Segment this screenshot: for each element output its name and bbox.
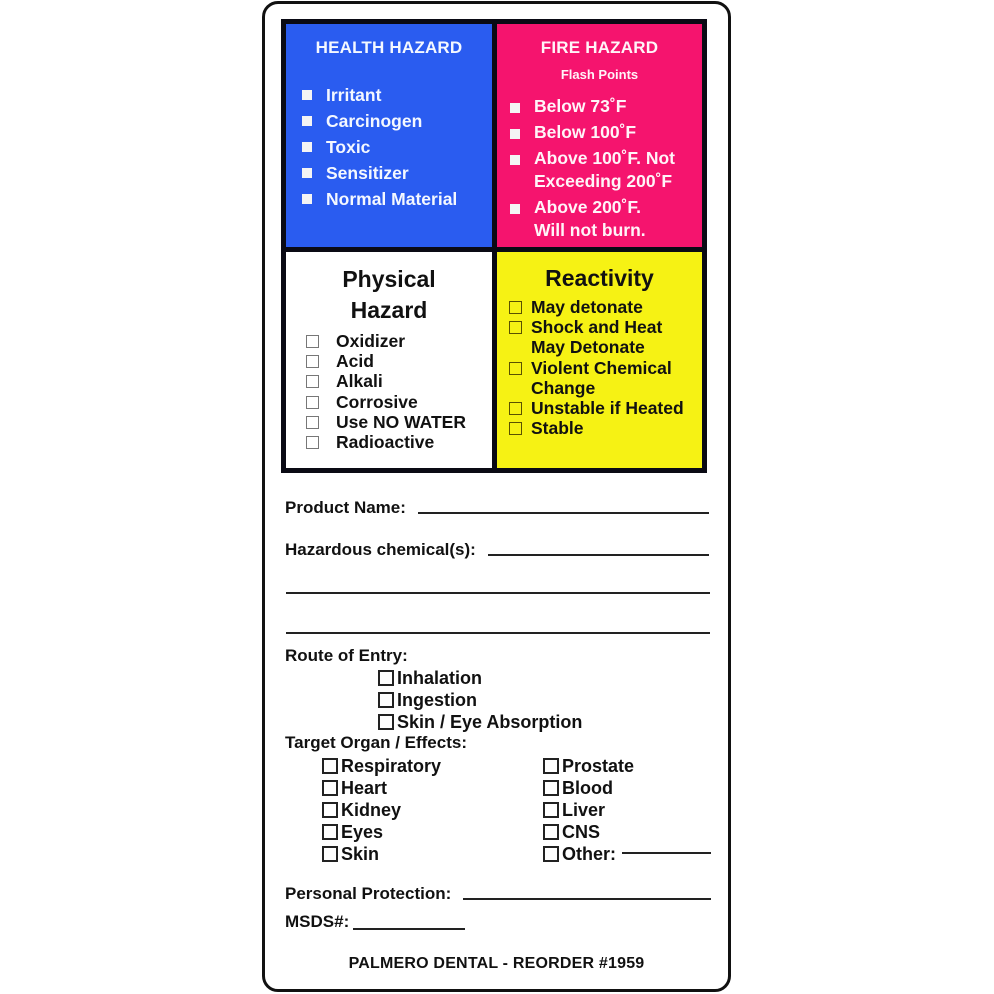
checkbox-icon[interactable] (509, 422, 522, 435)
target-organ-label: Target Organ / Effects: (285, 733, 467, 752)
route-option-inhalation[interactable]: Inhalation (378, 667, 482, 689)
checkbox-icon[interactable] (378, 670, 394, 686)
hazardous-chemicals-field[interactable]: Hazardous chemical(s): (285, 540, 709, 560)
checkbox-icon[interactable] (509, 301, 522, 314)
reactivity-panel (497, 252, 702, 468)
personal-protection-field[interactable]: Personal Protection: (285, 884, 711, 904)
checkbox-square-icon[interactable] (510, 155, 520, 165)
health-option-normal-material[interactable]: Normal Material (302, 186, 492, 212)
product-name-input-line[interactable] (418, 512, 709, 514)
product-name-field[interactable]: Product Name: (285, 498, 709, 518)
organ-option-prostate[interactable]: Prostate (543, 755, 634, 777)
checkbox-icon[interactable] (509, 321, 522, 334)
organ-option-other[interactable]: Other: (543, 843, 711, 865)
checkbox-square-icon[interactable] (302, 168, 312, 178)
checkbox-icon[interactable] (322, 824, 338, 840)
checkbox-icon[interactable] (306, 335, 319, 348)
fire-option-below-73[interactable]: Below 73˚F (510, 95, 702, 118)
reactivity-option-shock-heat[interactable]: Shock and Heat May Detonate (509, 317, 702, 357)
physical-option-use-no-water[interactable]: Use NO WATER (306, 412, 492, 432)
route-option-ingestion[interactable]: Ingestion (378, 689, 477, 711)
reactivity-list (509, 297, 702, 438)
checkbox-icon[interactable] (306, 355, 319, 368)
physical-option-oxidizer[interactable]: Oxidizer (306, 331, 492, 351)
organ-option-respiratory[interactable]: Respiratory (322, 755, 441, 777)
checkbox-square-icon[interactable] (302, 116, 312, 126)
hazardous-chemicals-line-3[interactable] (286, 632, 710, 634)
organ-option-blood[interactable]: Blood (543, 777, 613, 799)
fire-hazard-list (510, 95, 702, 242)
organ-option-cns[interactable]: CNS (543, 821, 600, 843)
checkbox-icon[interactable] (509, 402, 522, 415)
reactivity-option-violent-change[interactable]: Violent Chemical Change (509, 358, 702, 398)
hazardous-chemicals-input-line[interactable] (488, 554, 709, 556)
fire-hazard-title: FIRE HAZARD (540, 38, 659, 57)
checkbox-icon[interactable] (378, 692, 394, 708)
msds-field[interactable]: MSDS#: (285, 912, 465, 932)
checkbox-icon[interactable] (509, 362, 522, 375)
hazardous-chemicals-line-2[interactable] (286, 592, 710, 594)
physical-hazard-title: Physical Hazard (342, 266, 436, 323)
route-option-skin-eye[interactable]: Skin / Eye Absorption (378, 711, 582, 733)
physical-option-acid[interactable]: Acid (306, 351, 492, 371)
checkbox-square-icon[interactable] (510, 103, 520, 113)
other-input-line[interactable] (622, 852, 711, 854)
checkbox-icon[interactable] (306, 416, 319, 429)
hazard-grid (281, 19, 707, 473)
fire-option-above-200[interactable]: Above 200˚F. Will not burn. (510, 196, 702, 242)
organ-option-eyes[interactable]: Eyes (322, 821, 383, 843)
reactivity-option-may-detonate[interactable]: May detonate (509, 297, 702, 317)
checkbox-icon[interactable] (378, 714, 394, 730)
hazard-label-card (262, 1, 731, 992)
checkbox-icon[interactable] (543, 780, 559, 796)
checkbox-icon[interactable] (306, 375, 319, 388)
checkbox-icon[interactable] (322, 780, 338, 796)
organ-option-liver[interactable]: Liver (543, 799, 605, 821)
physical-option-alkali[interactable]: Alkali (306, 371, 492, 391)
health-hazard-title: HEALTH HAZARD (315, 38, 463, 57)
physical-hazard-list (306, 331, 492, 452)
checkbox-icon[interactable] (543, 758, 559, 774)
msds-input-line[interactable] (353, 928, 465, 930)
health-hazard-list (302, 82, 492, 212)
fire-option-below-100[interactable]: Below 100˚F (510, 121, 702, 144)
route-of-entry-label: Route of Entry: (285, 646, 408, 665)
physical-option-corrosive[interactable]: Corrosive (306, 392, 492, 412)
fire-hazard-panel (497, 24, 702, 247)
reactivity-title: Reactivity (545, 265, 654, 291)
checkbox-icon[interactable] (322, 802, 338, 818)
checkbox-square-icon[interactable] (302, 142, 312, 152)
checkbox-icon[interactable] (543, 802, 559, 818)
organ-option-skin[interactable]: Skin (322, 843, 379, 865)
physical-option-radioactive[interactable]: Radioactive (306, 432, 492, 452)
health-option-sensitizer[interactable]: Sensitizer (302, 160, 492, 186)
reactivity-option-unstable-heated[interactable]: Unstable if Heated (509, 398, 702, 418)
checkbox-square-icon[interactable] (302, 194, 312, 204)
health-hazard-panel (286, 24, 492, 247)
checkbox-icon[interactable] (543, 846, 559, 862)
checkbox-square-icon[interactable] (510, 204, 520, 214)
physical-hazard-panel (286, 252, 492, 468)
checkbox-square-icon[interactable] (510, 129, 520, 139)
checkbox-icon[interactable] (543, 824, 559, 840)
health-option-toxic[interactable]: Toxic (302, 134, 492, 160)
checkbox-icon[interactable] (322, 758, 338, 774)
health-option-carcinogen[interactable]: Carcinogen (302, 108, 492, 134)
checkbox-icon[interactable] (306, 436, 319, 449)
checkbox-square-icon[interactable] (302, 90, 312, 100)
checkbox-icon[interactable] (306, 396, 319, 409)
fire-hazard-subtitle: Flash Points (560, 67, 639, 82)
fire-option-100-to-200[interactable]: Above 100˚F. Not Exceeding 200˚F (510, 147, 702, 193)
personal-protection-input-line[interactable] (463, 898, 711, 900)
reactivity-option-stable[interactable]: Stable (509, 418, 702, 438)
organ-option-heart[interactable]: Heart (322, 777, 387, 799)
organ-option-kidney[interactable]: Kidney (322, 799, 401, 821)
checkbox-icon[interactable] (322, 846, 338, 862)
reorder-footer: PALMERO DENTAL - REORDER #1959 (348, 955, 645, 972)
health-option-irritant[interactable]: Irritant (302, 82, 492, 108)
